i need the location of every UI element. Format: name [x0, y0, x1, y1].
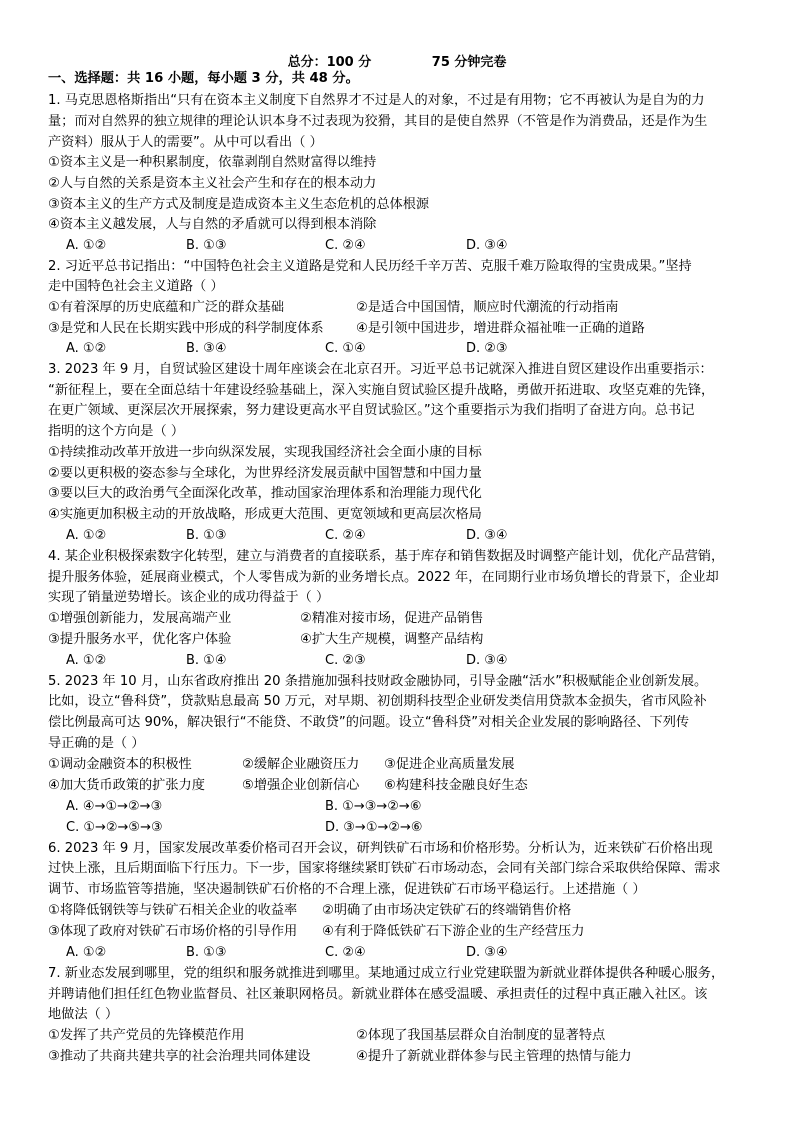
q3-choice-c[interactable]: C. ②④: [325, 528, 366, 543]
q4-choice-a[interactable]: A. ①②: [66, 653, 107, 668]
q7-stem-line: 地做法（ ）: [48, 1007, 119, 1022]
section-title: 一、选择题：共 16 小题，每小题 3 分，共 48 分。: [48, 71, 359, 86]
q6-statement-1: ①将降低钢铁等与铁矿石相关企业的收益率: [48, 903, 298, 918]
q6-choice-d[interactable]: D. ③④: [466, 945, 508, 960]
q6-choice-c[interactable]: C. ②④: [325, 945, 366, 960]
q1-stem-line: 1. 马克思恩格斯指出“只有在资本主义制度下自然界才不过是人的对象，不过是有用物；它不再被认为是自为的力: [48, 93, 705, 108]
q3-choice-a[interactable]: A. ①②: [66, 528, 107, 543]
q4-statement-3: ③提升服务水平，优化客户体验: [48, 632, 232, 647]
q4-stem-line: 提升服务体验，延展商业模式，个人零售成为新的业务增长点。2022 年，在同期行业市场负增长的背景下，企业却: [48, 570, 719, 585]
q2-choice-b[interactable]: B. ③④: [186, 341, 227, 356]
q1-choice-a[interactable]: A. ①②: [66, 238, 107, 253]
q1-statement-4: ④资本主义越发展，人与自然的矛盾就可以得到根本消除: [48, 217, 377, 232]
q4-choice-b[interactable]: B. ①④: [186, 653, 227, 668]
q2-statement-1: ①有着深厚的历史底蕴和广泛的群众基础: [48, 300, 285, 315]
q3-choice-b[interactable]: B. ①③: [186, 528, 227, 543]
q5-statement-3: ③促进企业高质量发展: [384, 757, 515, 772]
q1-stem-line: 产资料）服从于人的需要”。从中可以看出（ ）: [48, 135, 323, 150]
q6-statement-3: ③体现了政府对铁矿石市场价格的引导作用: [48, 924, 298, 939]
q5-statement-1: ①调动金融资本的积极性: [48, 757, 192, 772]
q3-stem-line: 在更广领域、更深层次开展探索，努力建设更高水平自贸试验区。”这个重要指示为我们指明了奋进方向。总书记: [48, 403, 695, 418]
q7-statement-4: ④提升了新就业群体参与民主管理的热情与能力: [356, 1049, 632, 1064]
q6-stem-line: 调节、市场监管等措施，坚决遏制铁矿石价格的不合理上涨，促进铁矿石市场平稳运行。上述措施（ ）: [48, 882, 646, 897]
q1-statement-3: ③资本主义的生产方式及制度是造成资本主义生态危机的总体根源: [48, 197, 430, 212]
q2-statement-4: ④是引领中国进步，增进群众福祉唯一正确的道路: [356, 321, 645, 336]
q6-statement-2: ②明确了由市场决定铁矿石的终端销售价格: [322, 903, 572, 918]
q7-stem-line: 7. 新业态发展到哪里，党的组织和服务就推进到哪里。某地通过成立行业党建联盟为新就业群体提供各种暖心服务，: [48, 966, 725, 981]
exam-header: [0, 51, 794, 70]
q2-choice-c[interactable]: C. ①④: [325, 341, 366, 356]
q1-stem-line: 量；而对自然界的独立规律的理论认识本身不过表现为狡猾，其目的是使自然界（不管是作为消费品，还是作为生: [48, 114, 708, 129]
q6-stem-line: 过快上涨，且后期面临下行压力。下一步，国家将继续紧盯铁矿石市场动态，会同有关部门综合采取供给保障、需求: [48, 861, 721, 876]
q2-stem-line: 走中国特色社会主义道路（ ）: [48, 279, 224, 294]
q4-choice-c[interactable]: C. ②③: [325, 653, 366, 668]
q5-stem-line: 偿比例最高可达 90%，解决银行“不能贷、不敢贷”的问题。设立“鲁科贷”对相关企业发展的影响路径、下列传: [48, 715, 690, 730]
q3-choice-d[interactable]: D. ③④: [466, 528, 508, 543]
q4-stem-line: 4. 某企业积极探索数字化转型，建立与消费者的直接联系，基于库存和销售数据及时调整产能计划，优化产品营销，: [48, 549, 725, 564]
q5-statement-4: ④加大货币政策的扩张力度: [48, 778, 205, 793]
time-limit: 75 分钟完卷: [431, 55, 507, 70]
q2-choice-d[interactable]: D. ②③: [466, 341, 508, 356]
q2-statement-3: ③是党和人民在长期实践中形成的科学制度体系: [48, 321, 324, 336]
q4-statement-1: ①增强创新能力，发展高端产业: [48, 611, 232, 626]
q7-statement-3: ③推动了共商共建共享的社会治理共同体建设: [48, 1049, 311, 1064]
q7-stem-line: 并聘请他们担任红色物业监督员、社区兼职网格员。新就业群体在感受温暖、承担责任的过程中真正融入社区。该: [48, 987, 708, 1002]
q5-choice-a[interactable]: A. ④→①→②→③: [66, 799, 163, 814]
q3-statement-1: ①持续推动改革开放进一步向纵深发展，实现我国经济社会全面小康的目标: [48, 445, 482, 460]
q7-statement-2: ②体现了我国基层群众自治制度的显著特点: [356, 1028, 606, 1043]
q3-stem-line: 指明的这个方向是（ ）: [48, 424, 185, 439]
q5-stem-line: 5. 2023 年 10 月，山东省政府推出 20 条措施加强科技财政金融协同，引导金融“活水”积极赋能企业创新发展。: [48, 674, 708, 689]
q4-statement-2: ②精准对接市场，促进产品销售: [300, 611, 484, 626]
q5-stem-line: 比如，设立“鲁科贷”，贷款贴息最高 50 万元，对早期、初创期科技型企业研发类信用贷款本金损失，省市风险补: [48, 694, 707, 709]
q3-statement-4: ④实施更加积极主动的开放战略，形成更大范围、更宽领域和更高层次格局: [48, 507, 482, 522]
q3-statement-3: ③要以巨大的政治勇气全面深化改革，推动国家治理体系和治理能力现代化: [48, 486, 482, 501]
q1-choice-c[interactable]: C. ②④: [325, 238, 366, 253]
q2-choice-a[interactable]: A. ①②: [66, 341, 107, 356]
q4-choice-d[interactable]: D. ③④: [466, 653, 508, 668]
q1-choice-b[interactable]: B. ①③: [186, 238, 227, 253]
q5-statement-2: ②缓解企业融资压力: [242, 757, 360, 772]
q5-statement-6: ⑥构建科技金融良好生态: [384, 778, 528, 793]
q3-statement-2: ②要以更积极的姿态参与全球化，为世界经济发展贡献中国智慧和中国力量: [48, 466, 482, 481]
q3-stem-line: “新征程上，要在全面总结十年建设经验基础上，深入实施自贸试验区提升战略，勇做开拓进取、攻坚克难的先锋，: [48, 383, 715, 398]
q5-stem-line: 导正确的是（ ）: [48, 736, 145, 751]
q5-choice-c[interactable]: C. ①→②→⑤→③: [66, 820, 163, 835]
q3-stem-line: 3. 2023 年 9 月，自贸试验区建设十周年座谈会在北京召开。习近平总书记就深入推进自贸区建设作出重要指示：: [48, 362, 713, 377]
q1-statement-2: ②人与自然的关系是资本主义社会产生和存在的根本动力: [48, 176, 377, 191]
q5-choice-b[interactable]: B. ①→③→②→⑥: [325, 799, 422, 814]
q6-choice-b[interactable]: B. ①③: [186, 945, 227, 960]
q6-stem-line: 6. 2023 年 9 月，国家发展改革委价格司召开会议，研判铁矿石市场和价格形势。分析认为，近来铁矿石价格出现: [48, 841, 713, 856]
q4-statement-4: ④扩大生产规模，调整产品结构: [300, 632, 484, 647]
q1-statement-1: ①资本主义是一种积累制度，依靠剥削自然财富得以维持: [48, 155, 377, 170]
q4-stem-line: 实现了销量逆势增长。该企业的成功得益于（ ）: [48, 590, 330, 605]
q7-statement-1: ①发挥了共产党员的先锋模范作用: [48, 1028, 245, 1043]
q6-statement-4: ④有利于降低铁矿石下游企业的生产经营压力: [322, 924, 585, 939]
total-score: 总分：100 分: [287, 55, 372, 70]
q2-stem-line: 2. 习近平总书记指出：“中国特色社会主义道路是党和人民历经千辛万苦、克服千难万险取得的宝贵成果。”坚持: [48, 259, 692, 274]
q6-choice-a[interactable]: A. ①②: [66, 945, 107, 960]
q5-statement-5: ⑤增强企业创新信心: [242, 778, 360, 793]
q5-choice-d[interactable]: D. ③→①→②→⑥: [325, 820, 423, 835]
q2-statement-2: ②是适合中国国情，顺应时代潮流的行动指南: [356, 300, 619, 315]
q1-choice-d[interactable]: D. ③④: [466, 238, 508, 253]
